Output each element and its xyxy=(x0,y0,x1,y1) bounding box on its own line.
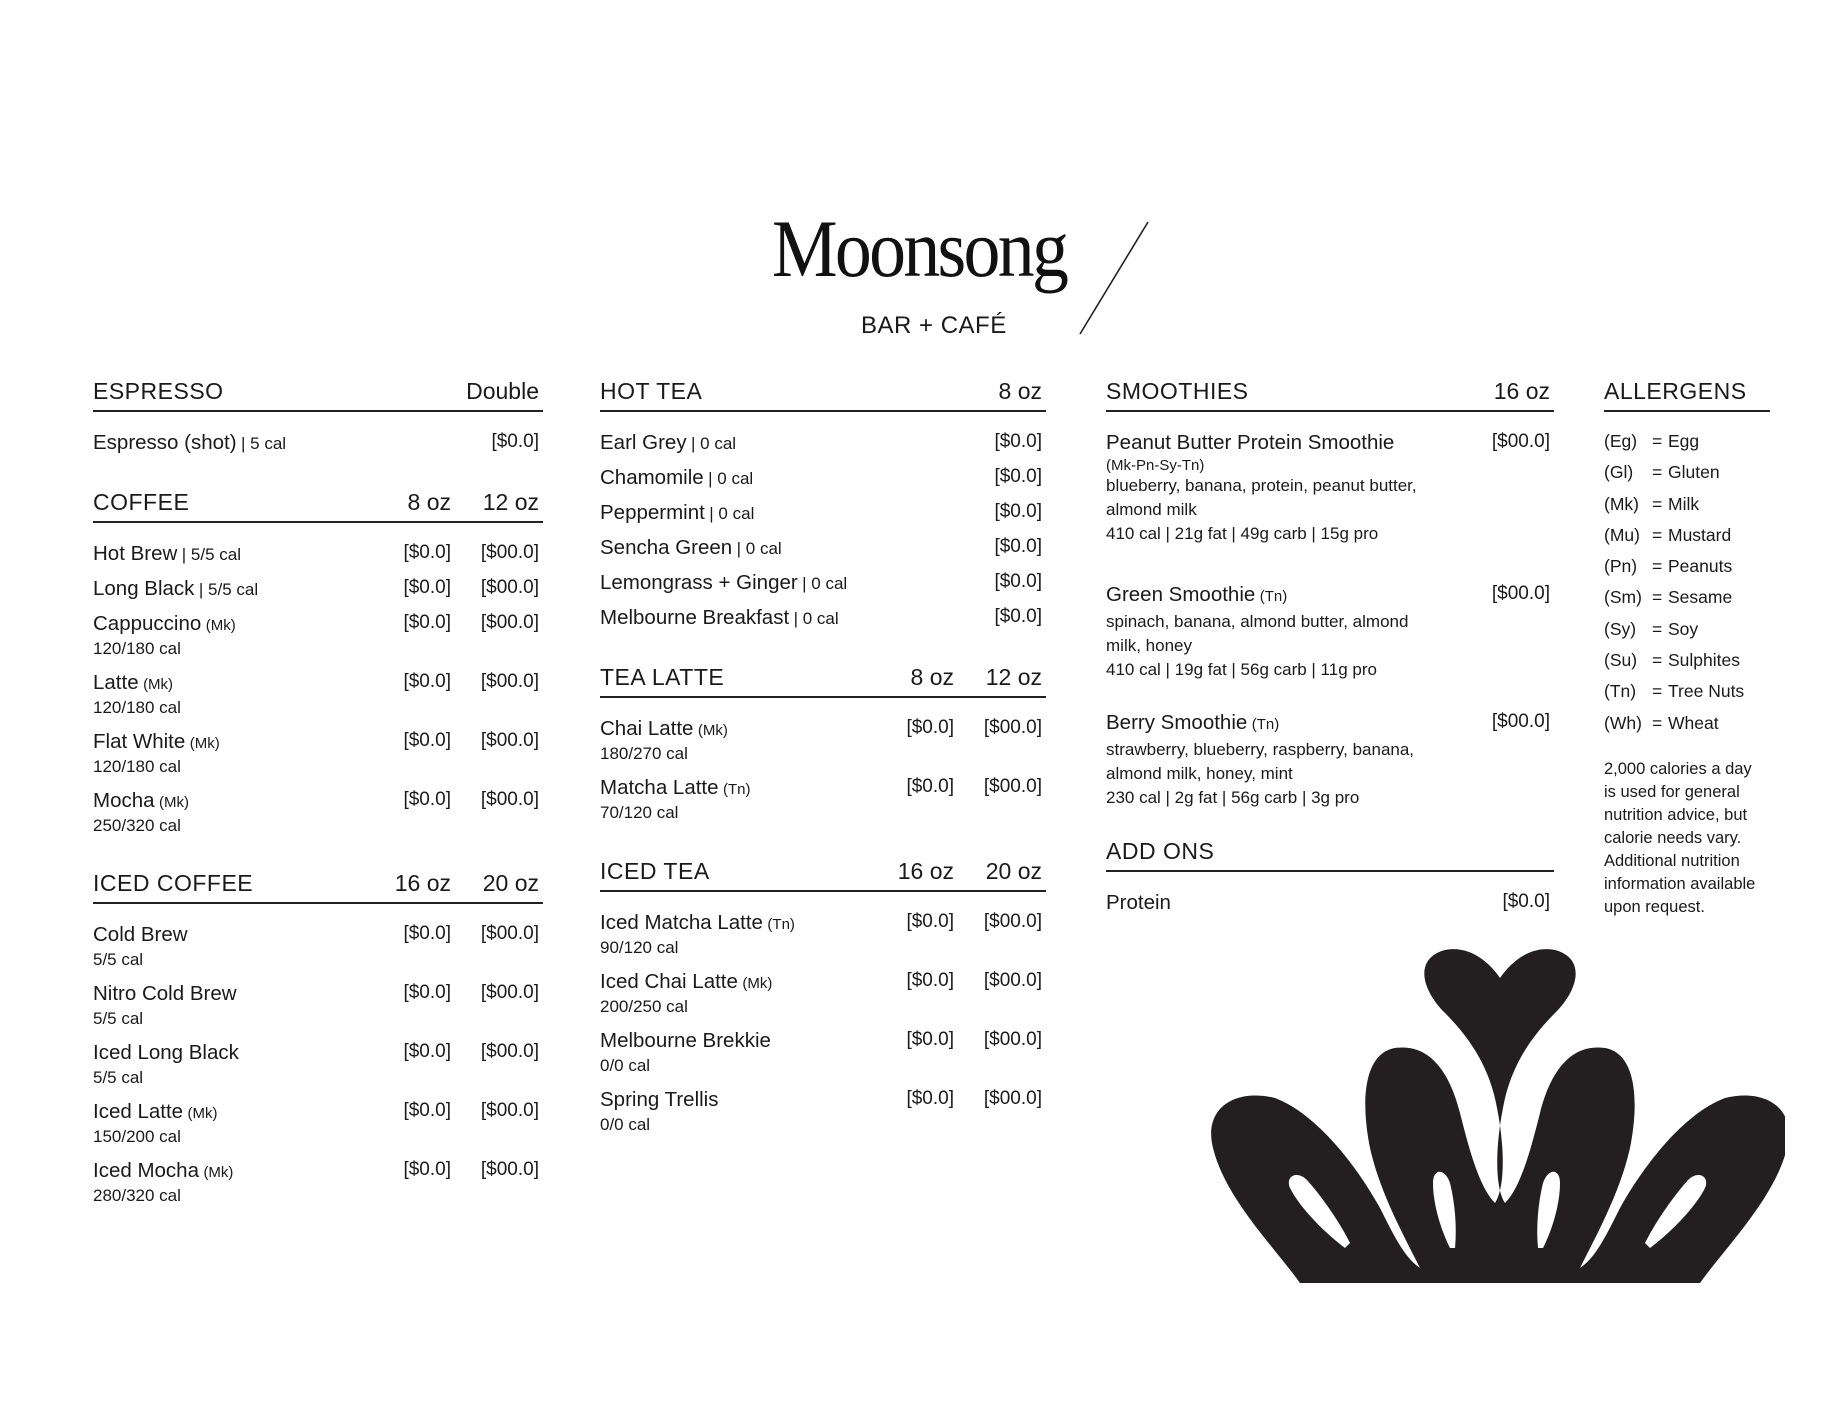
item-name: Green Smoothie xyxy=(1106,583,1256,606)
item-name: Peppermint xyxy=(600,501,705,524)
item-calories: 280/320 cal xyxy=(93,1186,181,1205)
section-allergens xyxy=(1604,378,1770,919)
menu-item xyxy=(600,970,1046,1029)
item-calories: 90/120 cal xyxy=(600,938,679,957)
menu-item xyxy=(600,571,1046,606)
item-price-large: [$00.0] xyxy=(983,717,1042,738)
allergen-tag: (Mk) xyxy=(203,1164,234,1181)
allergen-code: (Wh) xyxy=(1604,712,1642,733)
allergen-tag: (Tn) xyxy=(722,781,751,798)
item-price-large: [$00.0] xyxy=(480,1041,539,1062)
allergen-item xyxy=(1604,556,1770,587)
menu-item xyxy=(93,542,543,577)
menu-item xyxy=(600,1088,1046,1147)
allergen-equals: = xyxy=(1652,618,1663,639)
menu-item xyxy=(1106,583,1554,711)
item-description: milk, honey xyxy=(1106,636,1192,655)
item-nutrition: 410 cal | 21g fat | 49g carb | 15g pro xyxy=(1106,524,1379,543)
allergen-item xyxy=(1604,462,1770,493)
item-price-small: [$0.0] xyxy=(403,982,451,1003)
allergen-code: (Eg) xyxy=(1604,431,1638,451)
item-price-small: [$0.0] xyxy=(906,776,954,797)
allergen-name: Mustard xyxy=(1668,524,1732,545)
section-title: ESPRESSO xyxy=(93,378,224,404)
item-price-large: [$00.0] xyxy=(480,671,539,692)
menu-item xyxy=(600,911,1046,970)
allergen-tag: (Mk) xyxy=(205,617,236,634)
section-title: ICED TEA xyxy=(600,858,710,884)
item-description: strawberry, blueberry, raspberry, banana, xyxy=(1106,740,1415,759)
allergen-tag: (Tn) xyxy=(767,916,795,933)
note-line: upon request. xyxy=(1604,897,1705,916)
allergen-tag: (Tn) xyxy=(1259,588,1288,605)
allergen-equals: = xyxy=(1652,712,1663,733)
allergen-equals: = xyxy=(1652,493,1663,514)
section-title: TEA LATTE xyxy=(600,664,725,690)
note-line: 2,000 calories a day xyxy=(1604,759,1752,778)
item-name: Mocha xyxy=(93,789,155,812)
menu-item xyxy=(600,717,1046,776)
brand-name: Moonsong xyxy=(772,203,1067,294)
item-name: Iced Latte xyxy=(93,1100,184,1123)
allergen-tag: (Mk) xyxy=(742,975,773,992)
item-calories: | 0 cal xyxy=(736,539,782,558)
menu-item xyxy=(93,982,543,1041)
item-price-large: [$00.0] xyxy=(983,911,1042,932)
item-name: Berry Smoothie xyxy=(1106,711,1248,734)
brand-subtitle: BAR + CAFÉ xyxy=(861,312,1007,339)
note-line: nutrition advice, but xyxy=(1604,805,1748,824)
item-price-large: [$00.0] xyxy=(480,789,539,810)
allergen-item xyxy=(1604,587,1770,618)
menu-item xyxy=(600,501,1046,536)
item-name: Cappuccino xyxy=(93,612,202,635)
allergen-equals: = xyxy=(1652,587,1663,608)
allergen-tag: (Mk) xyxy=(187,1105,218,1122)
section-header xyxy=(600,664,1046,698)
item-price-large: [$00.0] xyxy=(480,1100,539,1121)
item-price-large: [$00.0] xyxy=(480,730,539,751)
menu-item xyxy=(600,606,1046,641)
size-column-header: Double xyxy=(466,378,539,404)
item-calories: 0/0 cal xyxy=(600,1056,651,1075)
item-name: Espresso (shot) xyxy=(93,431,237,454)
section-header xyxy=(1106,378,1554,412)
item-price-small: [$0.0] xyxy=(403,923,451,944)
allergen-name: Sesame xyxy=(1668,587,1733,608)
item-name: Latte xyxy=(93,671,139,694)
item-name: Matcha Latte xyxy=(600,776,719,799)
menu-item xyxy=(1106,891,1554,921)
item-nutrition: 410 cal | 19g fat | 56g carb | 11g pro xyxy=(1106,660,1377,679)
allergen-name: Peanuts xyxy=(1668,556,1733,577)
note-line: Additional nutrition xyxy=(1604,851,1740,870)
item-price-large: [$00.0] xyxy=(480,542,539,563)
menu-item xyxy=(600,431,1046,466)
item-calories: 120/180 cal xyxy=(93,698,181,717)
menu-item xyxy=(93,612,543,671)
item-price: [$0.0] xyxy=(994,571,1042,592)
section-header xyxy=(93,489,543,523)
item-price-large: [$00.0] xyxy=(480,923,539,944)
nutrition-note xyxy=(1604,758,1770,919)
allergen-equals: = xyxy=(1652,650,1663,671)
item-name: Iced Mocha xyxy=(93,1159,199,1182)
item-price-small: [$0.0] xyxy=(403,730,451,751)
item-price-small: [$0.0] xyxy=(403,1100,451,1121)
allergen-code: (Mu) xyxy=(1604,524,1640,545)
section-title: COFFEE xyxy=(93,489,190,515)
item-calories: | 0 cal xyxy=(709,504,755,523)
item-calories: 250/320 cal xyxy=(93,816,181,835)
menu-item xyxy=(600,1029,1046,1088)
item-price-small: [$0.0] xyxy=(403,577,451,598)
allergen-tag: (Mk-Pn-Sy-Tn) xyxy=(1106,457,1205,474)
size-column-header: 12 oz xyxy=(482,489,539,515)
item-price-small: [$0.0] xyxy=(403,542,451,563)
item-calories: 5/5 cal xyxy=(93,1068,144,1087)
size-column-header: 16 oz xyxy=(897,858,954,884)
note-line: is used for general xyxy=(1604,782,1740,801)
allergen-tag: (Mk) xyxy=(189,735,220,752)
allergen-tag: (Tn) xyxy=(1251,716,1280,733)
item-name: Lemongrass + Ginger xyxy=(600,571,798,594)
section-title: ALLERGENS xyxy=(1604,378,1747,404)
size-column-header: 16 oz xyxy=(394,870,451,896)
allergen-item xyxy=(1604,431,1770,462)
item-price: [$0.0] xyxy=(994,431,1042,452)
allergen-code: (Pn) xyxy=(1604,556,1638,577)
section-title: ICED COFFEE xyxy=(93,870,254,896)
item-price-large: [$00.0] xyxy=(983,1088,1042,1109)
item-calories: 120/180 cal xyxy=(93,757,181,776)
size-column-header: 8 oz xyxy=(910,664,954,690)
item-name: Peanut Butter Protein Smoothie xyxy=(1106,431,1395,454)
size-column-header: 16 oz xyxy=(1493,378,1550,404)
section-header xyxy=(93,378,543,412)
allergen-code: (Gl) xyxy=(1604,462,1634,483)
section-iced-tea xyxy=(600,858,1046,1147)
item-price-large: [$00.0] xyxy=(983,970,1042,991)
allergen-item xyxy=(1604,494,1770,525)
section-espresso xyxy=(93,378,543,461)
item-price: [$0.0] xyxy=(1502,891,1550,912)
menu-item xyxy=(1106,431,1554,583)
item-name: Flat White xyxy=(93,730,186,753)
allergen-tag: (Mk) xyxy=(158,794,189,811)
item-calories: | 0 cal xyxy=(793,609,839,628)
menu-item xyxy=(93,671,543,730)
item-price-small: [$0.0] xyxy=(906,970,954,991)
slash-divider-icon xyxy=(1070,218,1150,338)
item-calories: 5/5 cal xyxy=(93,950,144,969)
section-coffee xyxy=(93,489,543,848)
item-price: [$00.0] xyxy=(1491,583,1550,604)
size-column-header: 20 oz xyxy=(482,870,539,896)
item-name: Chamomile xyxy=(600,466,704,489)
allergen-equals: = xyxy=(1652,556,1663,577)
item-description: blueberry, banana, protein, peanut butter, xyxy=(1106,476,1417,495)
size-column-header: 8 oz xyxy=(407,489,451,515)
menu-item xyxy=(93,1041,543,1100)
section-header xyxy=(1604,378,1770,412)
item-price: [$0.0] xyxy=(994,606,1042,627)
item-description: almond milk xyxy=(1106,500,1197,519)
allergen-code: (Sm) xyxy=(1604,587,1642,608)
allergen-equals: = xyxy=(1652,431,1663,451)
item-calories: 5/5 cal xyxy=(93,1009,144,1028)
menu-item xyxy=(600,536,1046,571)
item-nutrition: 230 cal | 2g fat | 56g carb | 3g pro xyxy=(1106,788,1360,807)
allergen-tag: (Mk) xyxy=(143,676,174,693)
section-title: HOT TEA xyxy=(600,378,703,404)
item-calories: 70/120 cal xyxy=(600,803,679,822)
item-name: Protein xyxy=(1106,891,1171,914)
item-name: Chai Latte xyxy=(600,717,694,740)
allergen-equals: = xyxy=(1652,524,1663,545)
section-title: SMOOTHIES xyxy=(1106,378,1249,404)
item-calories: | 5/5 cal xyxy=(181,545,241,564)
allergen-item xyxy=(1604,650,1770,681)
item-name: Iced Long Black xyxy=(93,1041,239,1064)
leaf-silhouette-icon xyxy=(1205,948,1785,1283)
allergen-code: (Sy) xyxy=(1604,618,1637,639)
section-header xyxy=(1106,838,1554,872)
section-add-ons xyxy=(1106,838,1554,921)
menu-item xyxy=(93,1100,543,1159)
allergen-name: Egg xyxy=(1668,431,1700,451)
allergen-equals: = xyxy=(1652,681,1663,702)
allergen-item xyxy=(1604,525,1770,556)
item-price-small: [$0.0] xyxy=(906,717,954,738)
item-name: Spring Trellis xyxy=(600,1088,719,1111)
menu-item xyxy=(93,923,543,982)
item-price-small: [$0.0] xyxy=(403,1159,451,1180)
section-iced-coffee xyxy=(93,870,543,1218)
item-calories: | 0 cal xyxy=(802,574,848,593)
allergen-list xyxy=(1604,431,1770,744)
section-header xyxy=(600,378,1046,412)
menu-item xyxy=(600,466,1046,501)
allergen-item xyxy=(1604,619,1770,650)
item-calories: | 0 cal xyxy=(708,469,754,488)
item-name: Earl Grey xyxy=(600,431,687,454)
note-line: information available xyxy=(1604,874,1756,893)
item-price: [$00.0] xyxy=(1491,711,1550,732)
item-price-large: [$00.0] xyxy=(983,1029,1042,1050)
item-name: Cold Brew xyxy=(93,923,188,946)
item-price-small: [$0.0] xyxy=(403,612,451,633)
item-price-large: [$00.0] xyxy=(480,612,539,633)
menu-item xyxy=(93,431,543,461)
allergen-name: Soy xyxy=(1668,618,1699,639)
menu-item xyxy=(93,730,543,789)
item-price-small: [$0.0] xyxy=(906,911,954,932)
item-name: Melbourne Breakfast xyxy=(600,606,790,629)
size-column-header: 8 oz xyxy=(998,378,1042,404)
item-description: spinach, banana, almond butter, almond xyxy=(1106,612,1409,631)
allergen-code: (Su) xyxy=(1604,650,1638,671)
section-header xyxy=(93,870,543,904)
item-price-small: [$0.0] xyxy=(906,1088,954,1109)
item-description: almond milk, honey, mint xyxy=(1106,764,1293,783)
section-smoothies xyxy=(1106,378,1554,821)
menu-item xyxy=(93,577,543,612)
item-calories: 200/250 cal xyxy=(600,997,688,1016)
item-price: [$0.0] xyxy=(491,431,539,452)
item-name: Long Black xyxy=(93,577,195,600)
section-header xyxy=(600,858,1046,892)
item-calories: 120/180 cal xyxy=(93,639,181,658)
item-price-large: [$00.0] xyxy=(480,577,539,598)
item-price-small: [$0.0] xyxy=(403,671,451,692)
item-price-small: [$0.0] xyxy=(906,1029,954,1050)
item-price-large: [$00.0] xyxy=(480,982,539,1003)
size-column-header: 20 oz xyxy=(985,858,1042,884)
note-line: calorie needs vary. xyxy=(1604,828,1742,847)
allergen-name: Tree Nuts xyxy=(1668,681,1745,702)
item-calories: | 0 cal xyxy=(691,434,737,453)
allergen-name: Wheat xyxy=(1668,712,1719,733)
menu-item xyxy=(600,776,1046,835)
size-column-header: 12 oz xyxy=(985,664,1042,690)
allergen-equals: = xyxy=(1652,462,1663,483)
section-title: ADD ONS xyxy=(1106,838,1215,864)
menu-item xyxy=(1106,711,1554,821)
item-price-small: [$0.0] xyxy=(403,1041,451,1062)
item-name: Nitro Cold Brew xyxy=(93,982,237,1005)
allergen-code: (Tn) xyxy=(1604,681,1637,702)
item-price: [$0.0] xyxy=(994,501,1042,522)
item-calories: 0/0 cal xyxy=(600,1115,651,1134)
item-price: [$00.0] xyxy=(1491,431,1550,452)
item-price-large: [$00.0] xyxy=(480,1159,539,1180)
item-name: Iced Chai Latte xyxy=(600,970,738,993)
item-name: Iced Matcha Latte xyxy=(600,911,763,934)
item-name: Melbourne Brekkie xyxy=(600,1029,771,1052)
section-tea-latte xyxy=(600,664,1046,835)
allergen-code: (Mk) xyxy=(1604,493,1639,514)
item-calories: | 5 cal xyxy=(241,434,287,453)
section-hot-tea xyxy=(600,378,1046,641)
item-name: Hot Brew xyxy=(93,542,178,565)
item-calories: 180/270 cal xyxy=(600,744,688,763)
allergen-item xyxy=(1604,713,1770,744)
allergen-name: Milk xyxy=(1668,493,1700,514)
menu-item xyxy=(93,1159,543,1218)
allergen-tag: (Mk) xyxy=(697,722,728,739)
item-price: [$0.0] xyxy=(994,466,1042,487)
item-calories: 150/200 cal xyxy=(93,1127,181,1146)
allergen-item xyxy=(1604,681,1770,712)
item-calories: | 5/5 cal xyxy=(198,580,259,599)
item-price: [$0.0] xyxy=(994,536,1042,557)
menu-item xyxy=(93,789,543,848)
item-name: Sencha Green xyxy=(600,536,733,559)
item-price-large: [$00.0] xyxy=(983,776,1042,797)
item-price-small: [$0.0] xyxy=(403,789,451,810)
allergen-name: Sulphites xyxy=(1668,650,1740,671)
allergen-name: Gluten xyxy=(1668,462,1720,483)
